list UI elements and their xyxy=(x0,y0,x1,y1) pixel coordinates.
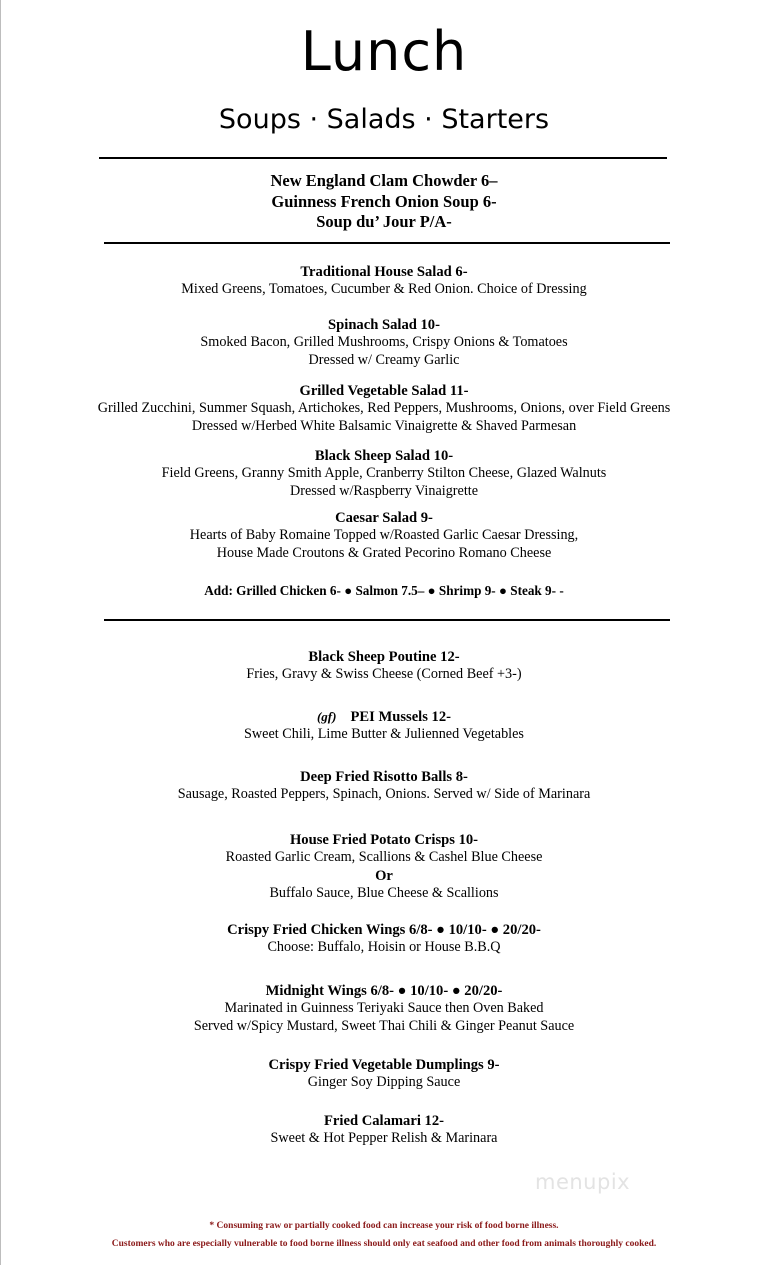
footnote-vulnerable: Customers who are especially vulnerable to food borne illness should only eat seafood and other food from animals thoroughly cooked. xyxy=(111,1239,657,1249)
starter-item xyxy=(0,768,768,804)
starter-name: Fried Calamari 12- xyxy=(324,1113,444,1129)
salad-item xyxy=(0,382,768,435)
starter-item xyxy=(0,708,768,744)
starter-name xyxy=(0,708,768,726)
starter-desc: Marinated in Guinness Teriyaki Sauce then Oven Baked xyxy=(224,1000,544,1016)
starter-desc: Fries, Gravy & Swiss Cheese (Corned Beef +3-) xyxy=(246,666,522,682)
starter-desc: Ginger Soy Dipping Sauce xyxy=(307,1074,461,1090)
starter-desc: Sweet Chili, Lime Butter & Julienned Vegetables xyxy=(244,726,524,742)
salad-name: Caesar Salad 9- xyxy=(335,510,433,526)
soup-item: New England Clam Chowder 6– xyxy=(270,171,498,190)
salad-desc: Dressed w/Raspberry Vinaigrette xyxy=(290,482,478,499)
starter-desc: Sausage, Roasted Peppers, Spinach, Onions. Served w/ Side of Marinara xyxy=(177,786,591,802)
salad-desc: Mixed Greens, Tomatoes, Cucumber & Red Onion. Choice of Dressing xyxy=(181,281,587,297)
starter-name: Crispy Fried Vegetable Dumplings 9- xyxy=(268,1057,500,1073)
starter-item xyxy=(0,831,768,902)
salad-desc: Smoked Bacon, Grilled Mushrooms, Crispy Onions & Tomatoes xyxy=(200,334,568,350)
divider-salads xyxy=(104,619,670,621)
starter-name-text: PEI Mussels 12- xyxy=(350,709,452,725)
starter-desc: Choose: Buffalo, Hoisin or House B.B.Q xyxy=(267,939,501,955)
starter-desc: Buffalo Sauce, Blue Cheese & Scallions xyxy=(269,884,499,901)
starter-desc: Roasted Garlic Cream, Scallions & Cashel Blue Cheese xyxy=(225,849,543,865)
salad-desc: Dressed w/Herbed White Balsamic Vinaigrette & Shaved Parmesan xyxy=(191,417,577,434)
menu-title: Lunch xyxy=(300,20,468,83)
starter-item xyxy=(0,1056,768,1092)
salad-desc: House Made Croutons & Grated Pecorino Romano Cheese xyxy=(216,544,552,561)
salad-item xyxy=(0,263,768,299)
footnote-raw-food: * Consuming raw or partially cooked food can increase your risk of food borne illness. xyxy=(209,1221,559,1231)
starter-item xyxy=(0,1112,768,1148)
salad-desc: Grilled Zucchini, Summer Squash, Artichokes, Red Peppers, Mushrooms, Onions, over Field Greens xyxy=(97,400,671,416)
salad-desc: Hearts of Baby Romaine Topped w/Roasted Garlic Caesar Dressing, xyxy=(189,527,579,543)
soups-section xyxy=(0,171,768,233)
menu-subtitle: Soups · Salads · Starters xyxy=(218,104,550,135)
starter-or: Or xyxy=(375,867,393,884)
soup-item: Soup du’ Jour P/A- xyxy=(316,212,452,231)
gluten-free-tag: (gf) xyxy=(316,709,337,724)
salad-desc: Dressed w/ Creamy Garlic xyxy=(308,351,460,368)
starter-desc: Sweet & Hot Pepper Relish & Marinara xyxy=(270,1130,498,1146)
salad-item xyxy=(0,316,768,369)
starter-name: House Fried Potato Crisps 10- xyxy=(289,832,479,848)
starter-name: Black Sheep Poutine 12- xyxy=(308,649,460,665)
starter-item xyxy=(0,982,768,1035)
salad-name: Traditional House Salad 6- xyxy=(300,264,468,280)
starter-name: Midnight Wings 6/8- ● 10/10- ● 20/20- xyxy=(265,983,503,999)
starter-item xyxy=(0,921,768,957)
salad-desc: Field Greens, Granny Smith Apple, Cranberry Stilton Cheese, Glazed Walnuts xyxy=(161,465,607,481)
starter-name: Crispy Fried Chicken Wings 6/8- ● 10/10- ● 20/20- xyxy=(227,922,541,938)
salad-name: Grilled Vegetable Salad 11- xyxy=(299,383,469,399)
divider-top xyxy=(99,157,667,159)
divider-soups xyxy=(104,242,670,244)
salad-name: Black Sheep Salad 10- xyxy=(314,448,454,464)
salad-item xyxy=(0,509,768,562)
starter-name: Deep Fried Risotto Balls 8- xyxy=(300,769,468,785)
menupix-watermark: menupix xyxy=(535,1170,631,1194)
starter-item xyxy=(0,648,768,684)
starter-desc: Served w/Spicy Mustard, Sweet Thai Chili & Ginger Peanut Sauce xyxy=(193,1017,575,1034)
soup-item: Guinness French Onion Soup 6- xyxy=(271,191,497,211)
salad-addons: Add: Grilled Chicken 6- ● Salmon 7.5– ● Shrimp 9- ● Steak 9- - xyxy=(204,583,564,598)
salad-item xyxy=(0,447,768,500)
salad-name: Spinach Salad 10- xyxy=(328,317,440,333)
